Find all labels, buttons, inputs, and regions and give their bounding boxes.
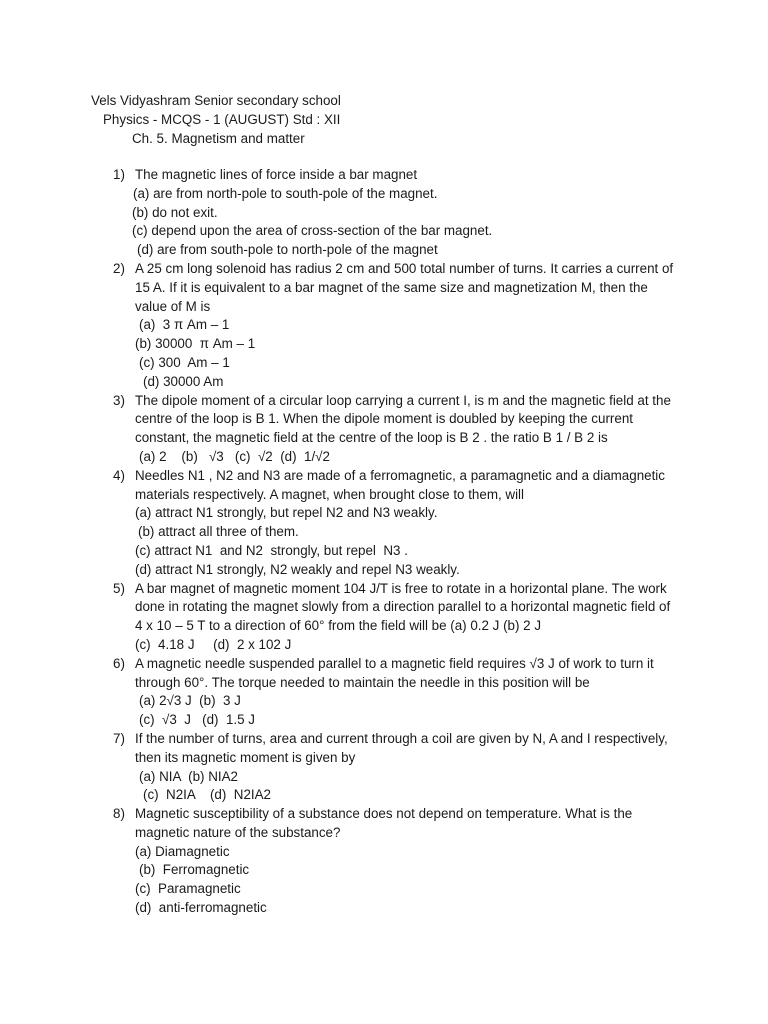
question-number: 3): [113, 392, 125, 408]
question-stem: A 25 cm long solenoid has radius 2 cm and 500 total number of turns. It carries a current of 15 A. If it is equivalent to a bar magnet of the same size and magnetization M, then the value of M is: [135, 260, 674, 314]
answer-option: (a) are from north-pole to south-pole of the magnet.: [133, 185, 438, 201]
answer-option: (a) attract N1 strongly, but repel N2 and N3 weakly.: [135, 505, 438, 521]
school-name: Vels Vidyashram Senior secondary school: [91, 93, 341, 108]
answer-option: (d) attract N1 strongly, N2 weakly and repel N3 weakly.: [135, 561, 460, 577]
answer-option: (a) 2√3 J (b) 3 J: [139, 693, 241, 709]
answer-option: (c) √3 J (d) 1.5 J: [139, 712, 255, 728]
answer-option: (b) do not exit.: [132, 204, 218, 220]
answer-option: (d) anti-ferromagnetic: [135, 900, 267, 916]
question-number: 5): [113, 580, 125, 596]
question-stem: A magnetic needle suspended parallel to a magnetic field requires √3 J of work to turn it through 60°. The torque needed to maintain the needle in this position will be: [135, 655, 654, 690]
answer-option: (a) 2 (b) √3 (c) √2 (d) 1/√2: [139, 448, 330, 464]
question-item: [0, 655, 768, 730]
answer-option: (b) 30000 π Am – 1: [135, 336, 256, 352]
answer-option: (c) 4.18 J (d) 2 x 102 J: [135, 636, 292, 652]
question-number: 6): [113, 655, 125, 671]
answer-option: (d) 30000 Am: [143, 373, 224, 389]
answer-option: (d) are from south-pole to north-pole of the magnet: [137, 242, 438, 258]
question-stem: A bar magnet of magnetic moment 104 J/T is free to rotate in a horizontal plane. The work done in rotating the magnet slowly from a direction parallel to a horizontal magnetic field of 4 x 10 – 5 T to a direction of 60° from the field will be (a) 0.2 J (b) 2 J: [135, 580, 671, 634]
answer-option: (a) 3 π Am – 1: [139, 317, 230, 333]
answer-option: (c) N2IA (d) N2IA2: [143, 787, 271, 803]
answer-option: (c) Paramagnetic: [135, 881, 241, 897]
question-item: [0, 467, 768, 580]
question-item: [0, 805, 768, 918]
answer-option: (a) Diamagnetic: [135, 843, 230, 859]
question-stem: If the number of turns, area and current through a coil are given by N, A and I respectively, then its magnetic moment is given by: [135, 730, 668, 765]
question-stem: The dipole moment of a circular loop carrying a current I, is m and the magnetic field at the centre of the loop is B 1. When the dipole moment is doubled by keeping the current constant, the magnetic field at the centre of the loop is B 2 . the ratio B 1 / B 2 is: [135, 392, 671, 446]
question-number: 2): [113, 260, 125, 276]
question-item: [0, 260, 768, 392]
question-number: 4): [113, 467, 125, 483]
question-stem: Magnetic susceptibility of a substance does not depend on temperature. What is the magnetic nature of the substance?: [135, 806, 633, 840]
answer-option: (a) NIA (b) NIA2: [139, 768, 238, 784]
question-item: [0, 580, 768, 655]
question-stem: The magnetic lines of force inside a bar magnet: [135, 167, 418, 182]
question-number: 7): [113, 730, 125, 746]
question-number: 8): [113, 806, 125, 822]
question-item: [0, 730, 768, 805]
question-item: [0, 166, 768, 260]
paper-subtitle: Physics - MCQS - 1 (AUGUST) Std : XII: [103, 112, 341, 127]
answer-option: (b) attract all three of them.: [138, 524, 299, 540]
answer-option: (c) depend upon the area of cross-section of the bar magnet.: [132, 223, 493, 239]
question-item: [0, 392, 768, 467]
question-stem: Needles N1 , N2 and N3 are made of a ferromagnetic, a paramagnetic and a diamagnetic materials respectively. A magnet, when brought close to them, will: [135, 467, 665, 502]
question-number: 1): [113, 167, 125, 182]
chapter-title: Ch. 5. Magnetism and matter: [132, 131, 305, 146]
question-list: [0, 166, 768, 918]
answer-option: (c) 300 Am – 1: [139, 354, 230, 370]
answer-option: (c) attract N1 and N2 strongly, but repel N3 .: [135, 542, 408, 558]
answer-option: (b) Ferromagnetic: [139, 862, 250, 878]
